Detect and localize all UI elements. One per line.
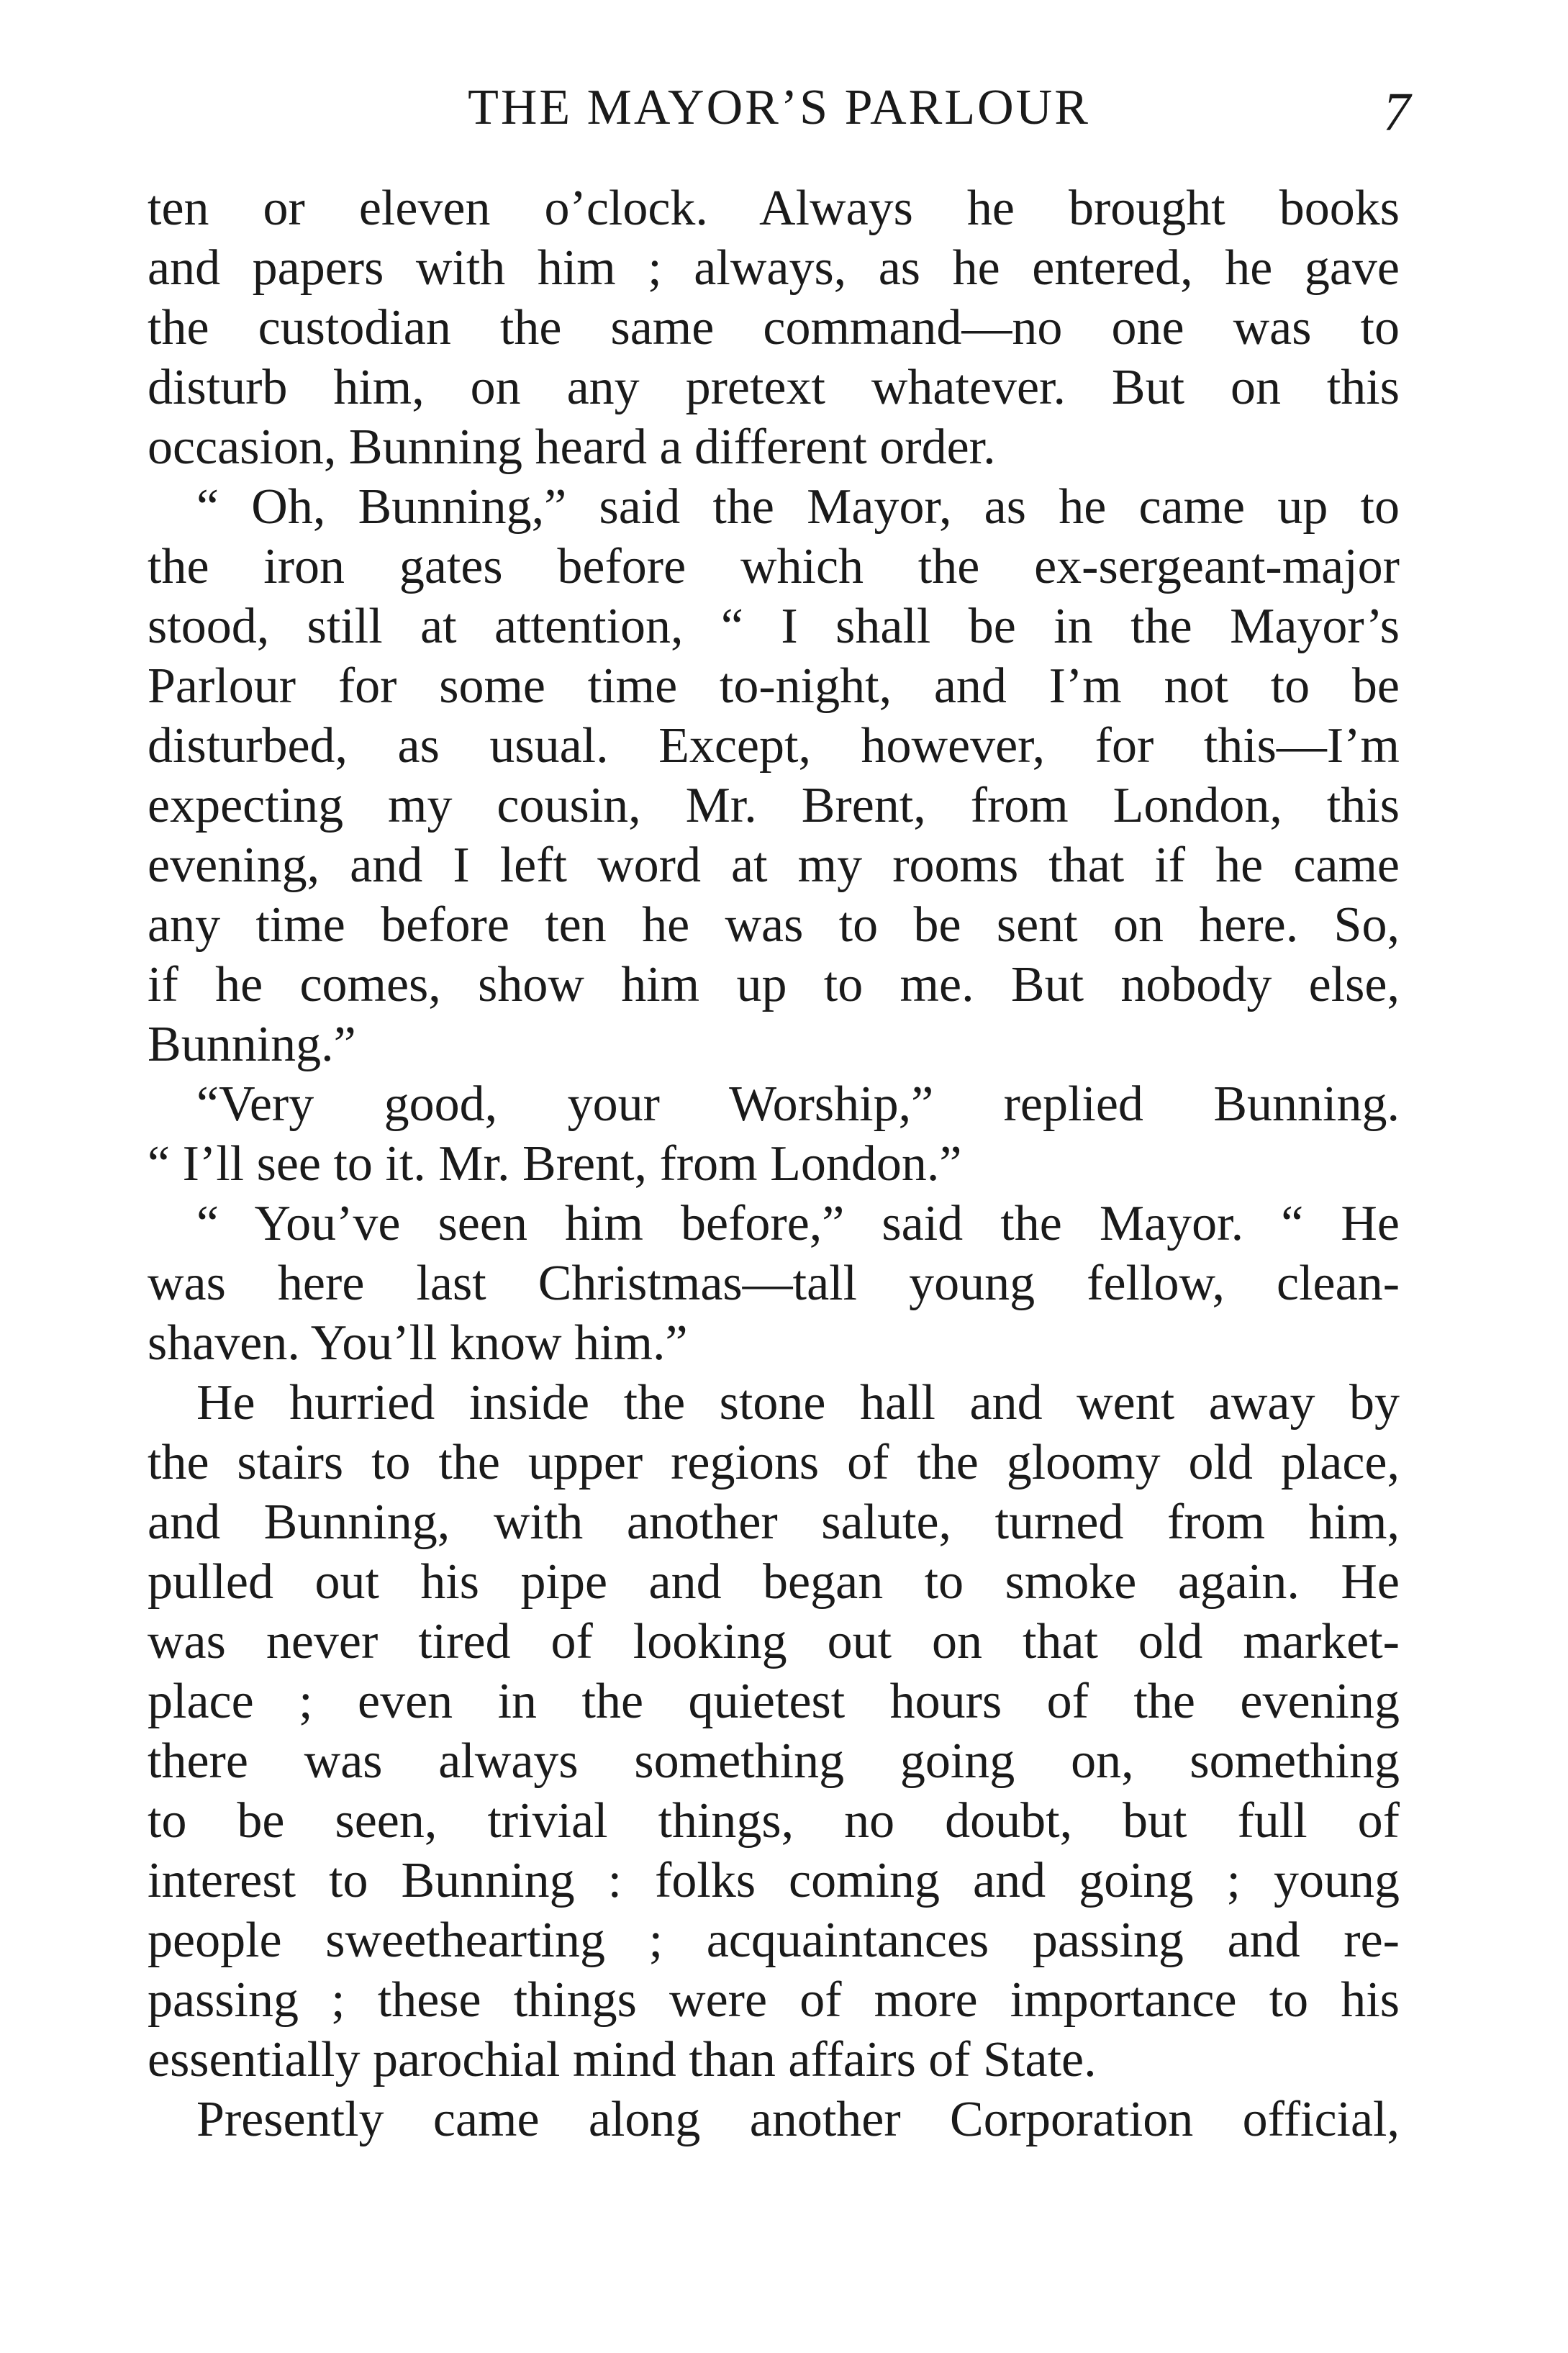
text-line: “ You’ve seen him before,” said the Mayor. “ He bbox=[196, 1196, 1400, 1251]
text-line: “Very good, your Worship,” replied Bunning. bbox=[196, 1076, 1400, 1132]
text-line: any time before ten he was to be sent on here. So, bbox=[148, 897, 1400, 953]
page-number: 7 bbox=[1383, 82, 1410, 142]
text-line: disturb him, on any pretext whatever. But on this bbox=[148, 360, 1400, 415]
text-line: stood, still at attention, “ I shall be in the Mayor’s bbox=[148, 599, 1400, 654]
paragraph bbox=[148, 1074, 1400, 1194]
text-line: was never tired of looking out on that old market- bbox=[148, 1614, 1400, 1669]
text-line: disturbed, as usual. Except, however, for this—I’m bbox=[148, 718, 1400, 774]
text-line: and Bunning, with another salute, turned from him, bbox=[148, 1495, 1400, 1550]
text-line: the custodian the same command—no one was to bbox=[148, 300, 1400, 355]
text-line: ten or eleven o’clock. Always he brought books bbox=[148, 181, 1400, 236]
text-line: pulled out his pipe and began to smoke again. He bbox=[148, 1554, 1400, 1610]
paragraph bbox=[148, 477, 1400, 1074]
text-line: if he comes, show him up to me. But nobody else, bbox=[148, 957, 1400, 1012]
paragraph bbox=[148, 178, 1400, 477]
paragraph bbox=[148, 1194, 1400, 1373]
text-line: “ Oh, Bunning,” said the Mayor, as he came up to bbox=[196, 479, 1400, 535]
body-text bbox=[148, 178, 1400, 2149]
text-line: and papers with him ; always, as he entered, he gave bbox=[148, 240, 1400, 296]
text-line: evening, and I left word at my rooms that if he came bbox=[148, 838, 1400, 893]
text-line: the iron gates before which the ex-sergeant-major bbox=[148, 539, 1400, 594]
text-line: occasion, Bunning heard a different order. bbox=[148, 420, 996, 475]
text-line: there was always something going on, something bbox=[148, 1733, 1400, 1789]
text-line: He hurried inside the stone hall and went away by bbox=[196, 1375, 1400, 1431]
text-line: interest to Bunning : folks coming and going ; young bbox=[148, 1853, 1400, 1908]
running-title: THE MAYOR’S PARLOUR bbox=[468, 80, 1090, 135]
page-header bbox=[148, 76, 1410, 140]
paragraph bbox=[148, 2090, 1400, 2149]
text-line: was here last Christmas—tall young fellow, clean- bbox=[148, 1256, 1400, 1311]
text-line: shaven. You’ll know him.” bbox=[148, 1315, 688, 1371]
text-line: place ; even in the quietest hours of the evening bbox=[148, 1674, 1400, 1729]
paragraph bbox=[148, 1373, 1400, 2090]
text-line: passing ; these things were of more importance to his bbox=[148, 1972, 1400, 2028]
text-line: “ I’ll see to it. Mr. Brent, from London.” bbox=[148, 1136, 962, 1192]
text-line: to be seen, trivial things, no doubt, but full of bbox=[148, 1793, 1400, 1849]
text-line: essentially parochial mind than affairs of State. bbox=[148, 2032, 1097, 2087]
text-line: Bunning.” bbox=[148, 1017, 356, 1072]
text-line: expecting my cousin, Mr. Brent, from London, this bbox=[148, 778, 1400, 833]
text-line: Parlour for some time to-night, and I’m not to be bbox=[148, 658, 1400, 714]
text-line: the stairs to the upper regions of the gloomy old place, bbox=[148, 1435, 1400, 1490]
text-line: people sweethearting ; acquaintances passing and re- bbox=[148, 1913, 1400, 1968]
text-line: Presently came along another Corporation official, bbox=[196, 2092, 1400, 2147]
